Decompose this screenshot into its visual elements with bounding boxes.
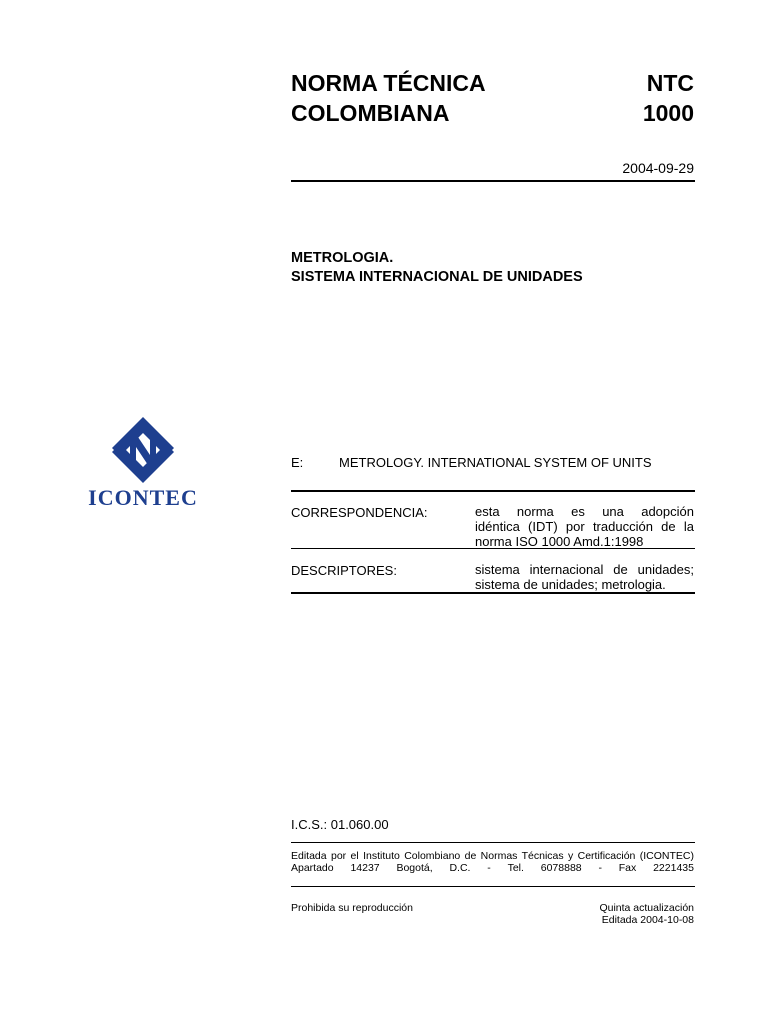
english-title: METROLOGY. INTERNATIONAL SYSTEM OF UNITS bbox=[339, 455, 652, 470]
apartado-number: 14237 bbox=[350, 862, 380, 874]
descriptores-line-2: sistema de unidades; metrologia. bbox=[475, 577, 666, 592]
english-label: E: bbox=[291, 455, 304, 470]
correspondencia-line-3: norma ISO 1000 Amd.1:1998 bbox=[475, 534, 644, 549]
icontec-emblem-icon bbox=[86, 415, 200, 485]
apartado-label: Apartado bbox=[291, 862, 334, 874]
city: Bogotá, bbox=[396, 862, 433, 874]
update-number: Quinta actualización bbox=[599, 902, 694, 914]
subject-line-2: SISTEMA INTERNACIONAL DE UNIDADES bbox=[291, 269, 583, 285]
ics-code: I.C.S.: 01.060.00 bbox=[291, 817, 389, 832]
descriptores-value bbox=[475, 562, 694, 592]
title-line-2: COLOMBIANA bbox=[291, 100, 450, 126]
document-subject bbox=[291, 249, 583, 287]
code-line-1: NTC bbox=[646, 70, 694, 96]
bottom-rule bbox=[291, 886, 695, 887]
descriptores-label: DESCRIPTORES: bbox=[291, 563, 397, 578]
correspondencia-line-2: idéntica (IDT) por traducción de la bbox=[475, 519, 694, 534]
reproduction-notice: Prohibida su reproducción bbox=[291, 902, 413, 914]
descriptores-line-1: sistema internacional de unidades; bbox=[475, 562, 694, 577]
tel-label: Tel. bbox=[507, 862, 524, 874]
footer-rule bbox=[291, 842, 695, 843]
code-line-2: 1000 bbox=[642, 100, 694, 126]
correspondencia-label: CORRESPONDENCIA: bbox=[291, 505, 428, 520]
separator: - bbox=[598, 862, 602, 874]
document-title bbox=[291, 68, 486, 128]
edition-date: Editada 2004-10-08 bbox=[601, 914, 694, 926]
table-bottom-rule bbox=[291, 592, 695, 594]
editor-line-2 bbox=[291, 862, 694, 874]
district: D.C. bbox=[449, 862, 471, 874]
title-line-1: NORMA TÉCNICA bbox=[291, 70, 486, 96]
separator: - bbox=[487, 862, 491, 874]
document-code bbox=[643, 68, 694, 128]
icontec-logo bbox=[86, 415, 200, 515]
fax-number: 2221435 bbox=[653, 862, 694, 874]
table-top-rule bbox=[291, 490, 695, 492]
subject-line-1: METROLOGIA. bbox=[291, 250, 394, 266]
edition-info bbox=[599, 902, 694, 926]
tel-number: 6078888 bbox=[540, 862, 582, 874]
fax-label: Fax bbox=[618, 862, 637, 874]
header-divider bbox=[291, 180, 695, 182]
editor-line-1: Editada por el Instituto Colombiano de Normas Técnicas y Certificación (ICONTEC) bbox=[291, 850, 694, 862]
table-middle-rule bbox=[291, 548, 695, 549]
correspondencia-line-1: esta norma es una adopción bbox=[475, 504, 694, 519]
document-date: 2004-09-29 bbox=[622, 160, 694, 176]
logo-wordmark: ICONTEC bbox=[88, 485, 198, 510]
correspondencia-value bbox=[475, 504, 694, 549]
